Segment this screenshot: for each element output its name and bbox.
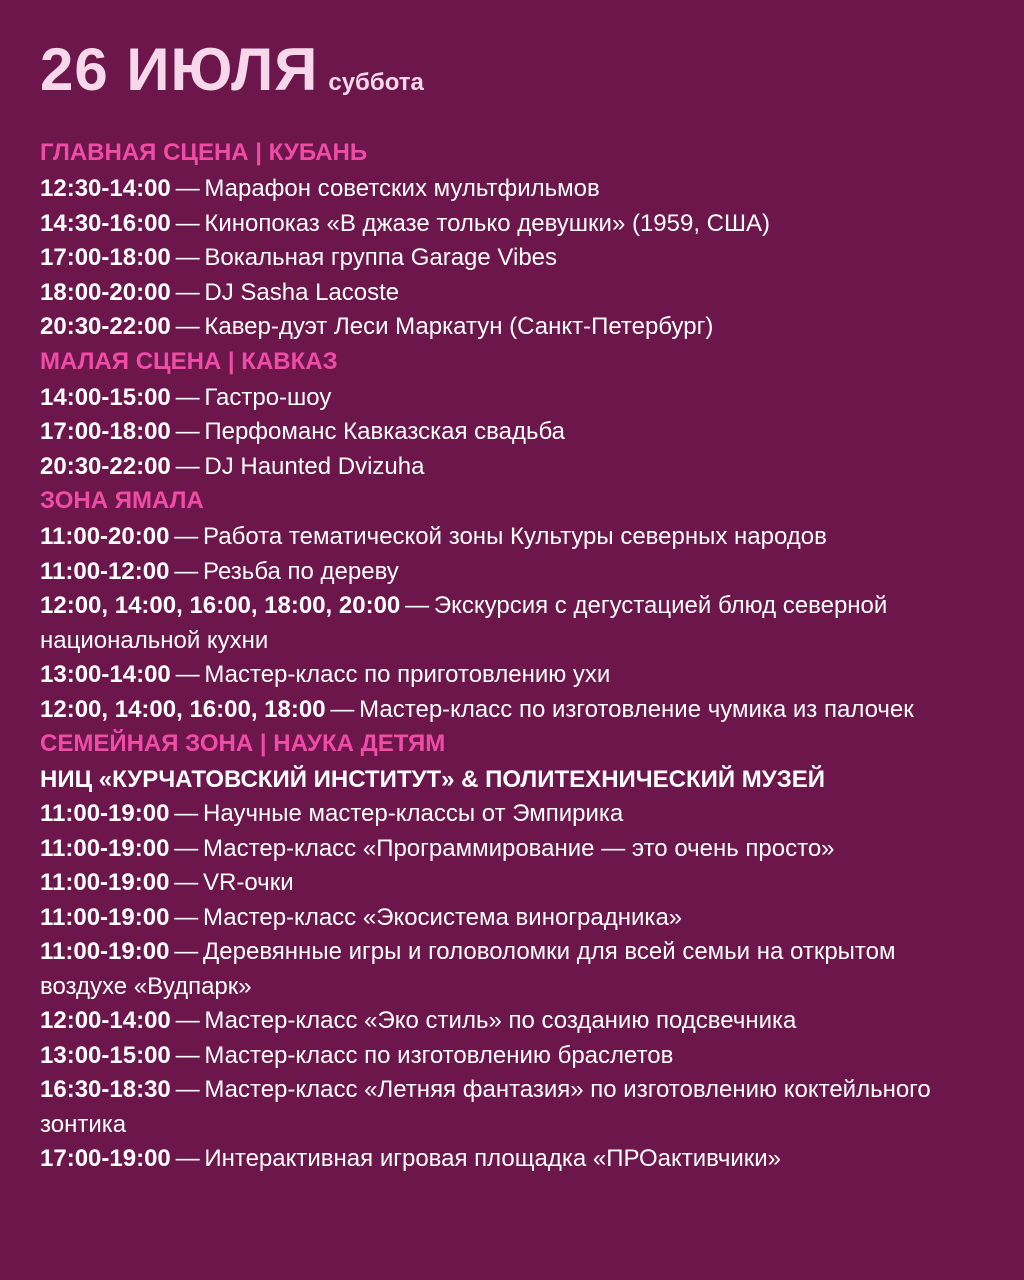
entry-time: 17:00-19:00 [40,1145,171,1172]
schedule-entry [40,935,984,1004]
dash: — [175,418,200,445]
schedule-entry [40,589,984,658]
schedule-entry [40,415,984,450]
dash: — [174,523,199,550]
schedule-entry [40,658,984,693]
entry-text: Экскурсия с дегустацией блюд северной национальной кухни [40,592,888,654]
entry-time: 20:30-22:00 [40,452,171,480]
entry-time: 17:00-18:00 [40,418,171,445]
entry-text: Мастер-класс по изготовление чумика из палочек [359,695,914,723]
schedule-entry [40,172,984,207]
entry-time: 17:00-18:00 [40,244,171,271]
schedule-entry [40,901,984,936]
dash: — [330,695,355,723]
schedule-entry [40,832,984,867]
dash: — [174,557,199,585]
entry-text: Мастер-класс по изготовлению браслетов [204,1041,674,1069]
dash: — [175,1076,200,1103]
schedule-entry [40,1004,984,1039]
entry-time: 11:00-19:00 [40,938,170,965]
dash: — [175,244,200,271]
entry-time: 14:30-16:00 [40,209,171,237]
entry-text: Интерактивная игровая площадка «ПРОактивчики» [204,1145,782,1172]
schedule-entry [40,207,984,242]
entry-time: 11:00-20:00 [40,523,170,550]
entry-text: DJ Sasha Lacoste [204,278,400,306]
schedule-entry [40,866,984,901]
entry-text: VR-очки [203,869,294,896]
section-title: МАЛАЯ СЦЕНА | КАВКАЗ [40,347,338,375]
schedule-entry [40,276,984,311]
entry-time: 12:00, 14:00, 16:00, 18:00, 20:00 [40,592,401,619]
entry-time: 11:00-19:00 [40,800,170,827]
schedule-entry [40,797,984,832]
dash: — [175,661,200,688]
entry-time: 11:00-19:00 [40,869,170,896]
section-main-stage [40,136,984,345]
dash: — [175,1007,200,1034]
entry-time: 11:00-12:00 [40,557,170,585]
dash: — [174,834,199,862]
schedule-entry [40,1039,984,1074]
entry-time: 12:00-14:00 [40,1007,171,1034]
page-title: 26 ИЮЛЯ [40,36,319,103]
entry-time: 12:00, 14:00, 16:00, 18:00 [40,695,326,723]
weekday: суббота [328,69,424,96]
entry-time: 13:00-14:00 [40,661,171,688]
entry-text: Гастро-шоу [204,383,332,411]
entry-text: Мастер-класс «Эко стиль» по созданию подсвечника [204,1007,797,1034]
dash: — [175,1145,200,1172]
entry-time: 11:00-19:00 [40,834,170,862]
dash: — [405,592,430,619]
dash: — [175,383,200,411]
schedule-entry [40,310,984,345]
entry-text: Вокальная группа Garage Vibes [204,244,558,271]
entry-text: Мастер-класс «Летняя фантазия» по изготовлению коктейльного зонтика [40,1076,931,1138]
schedule-entry [40,693,984,728]
dash: — [175,175,200,202]
schedule-entry [40,241,984,276]
dash: — [175,278,200,306]
entry-text: Кинопоказ «В джазе только девушки» (1959, США) [204,209,771,237]
dash: — [174,869,199,896]
entry-time: 11:00-19:00 [40,903,170,931]
entry-time: 18:00-20:00 [40,278,171,306]
entry-text: Мастер-класс «Экосистема виноградника» [203,903,683,931]
section-yamal-zone [40,484,984,727]
schedule-entry [40,555,984,590]
dash: — [175,209,200,237]
section-title: ЗОНА ЯМАЛА [40,487,204,514]
dash: — [175,1041,200,1069]
entry-time: 14:00-15:00 [40,383,171,411]
dash: — [175,313,200,340]
entry-text: Перфоманс Кавказская свадьба [204,418,566,445]
header [40,36,984,122]
entry-text: Работа тематической зоны Культуры северных народов [203,523,827,550]
entry-text: Мастер-класс по приготовлению ухи [204,661,611,688]
section-small-stage [40,345,984,485]
dash: — [174,903,199,931]
entry-time: 12:30-14:00 [40,175,171,202]
entry-time: 16:30-18:30 [40,1076,171,1103]
entry-text: Научные мастер-классы от Эмпирика [203,800,624,827]
dash: — [175,452,200,480]
entry-time: 13:00-15:00 [40,1041,171,1069]
section-title: СЕМЕЙНАЯ ЗОНА | НАУКА ДЕТЯМ [40,730,446,757]
entry-time: 20:30-22:00 [40,313,171,340]
schedule-entry [40,450,984,485]
schedule-entry [40,1142,984,1177]
section-title: ГЛАВНАЯ СЦЕНА | КУБАНЬ [40,139,368,166]
entry-text: Кавер-дуэт Леси Маркатун (Санкт-Петербург) [204,313,714,340]
schedule-entry [40,520,984,555]
schedule-entry [40,1073,984,1142]
dash: — [174,800,199,827]
section-family-zone [40,727,984,1177]
dash: — [174,938,199,965]
entry-text: Деревянные игры и головоломки для всей семьи на открытом воздухе «Вудпарк» [40,938,896,1000]
entry-text: DJ Haunted Dvizuha [204,452,425,480]
entry-text: Мастер-класс «Программирование — это очень просто» [203,834,835,862]
section-subheading: НИЦ «КУРЧАТОВСКИЙ ИНСТИТУТ» & ПОЛИТЕХНИЧЕСКИЙ МУЗЕЙ [40,766,826,793]
entry-text: Резьба по дереву [203,557,399,585]
entry-text: Марафон советских мультфильмов [204,175,600,202]
schedule-entry [40,381,984,416]
